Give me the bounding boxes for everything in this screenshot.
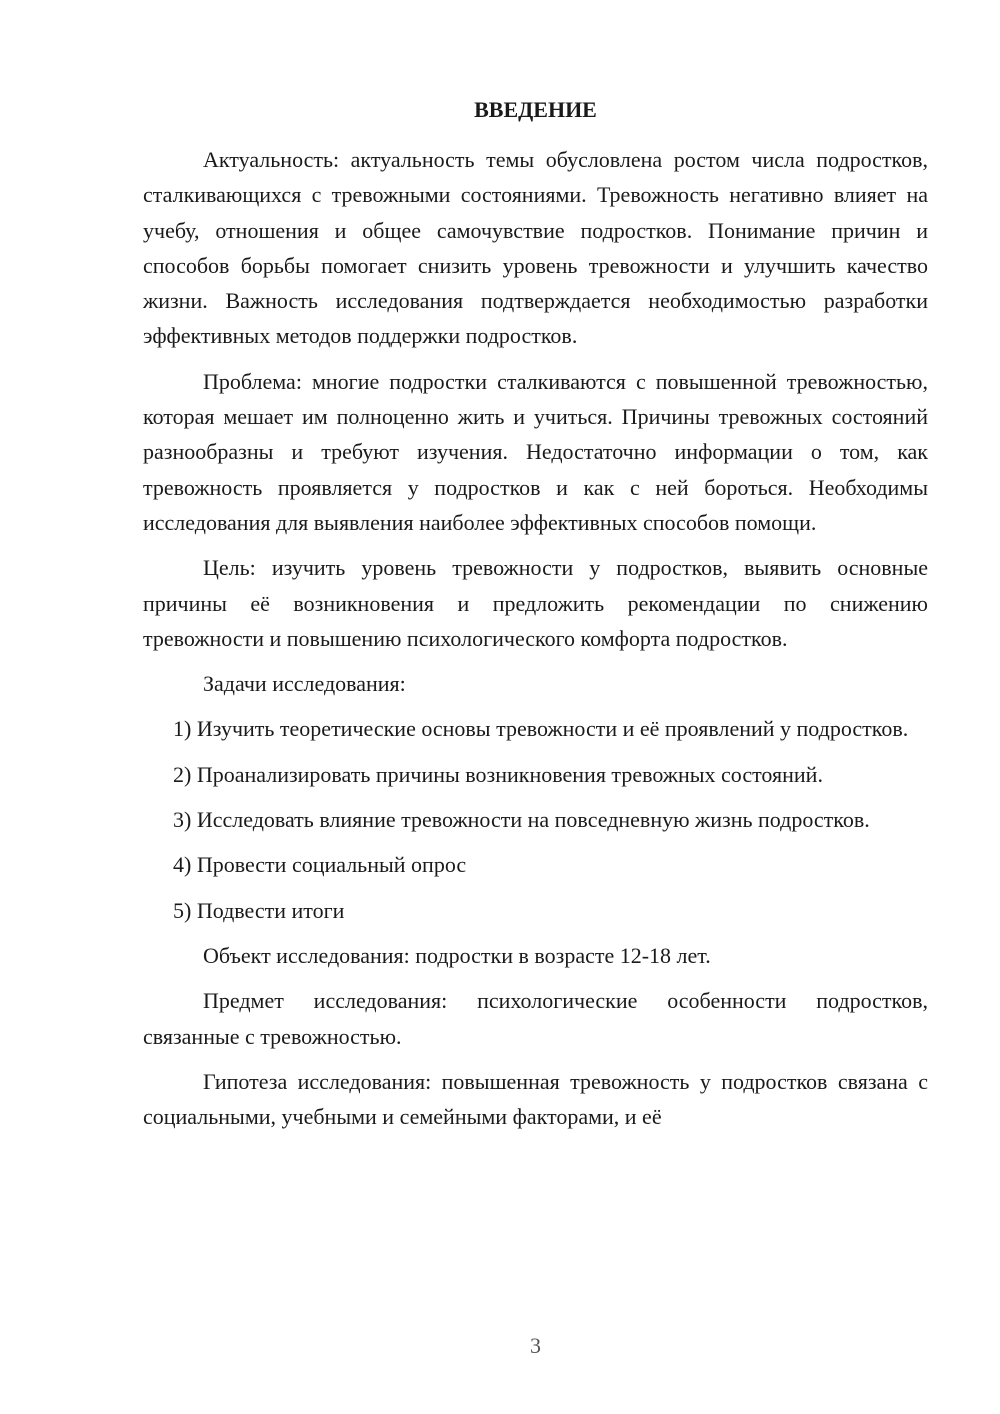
paragraph-subject: Предмет исследования: психологические особенности подростков, связанные с тревожностью. <box>143 988 928 1049</box>
page-number: 3 <box>530 1333 541 1358</box>
tasks-heading: Задачи исследования: <box>203 671 406 697</box>
page-title: ВВЕДЕНИЕ <box>474 97 597 122</box>
paragraph-goal: Цель: изучить уровень тревожности у подростков, выявить основные причины её возникновения и предложить рекомендации по снижению тревожности и повышению психологического комфорта подростков. <box>143 555 928 651</box>
paragraph-problem: Проблема: многие подростки сталкиваются с повышенной тревожностью, которая мешает им полноценно жить и учиться. Причины тревожных состояний разнообразны и требуют изучения. Недостаточно информации о том, как тревожность проявляется у подростков и как с ней бороться. Необходимы исследования для выявления наиболее эффективных способов помощи. <box>143 368 928 535</box>
paragraph-relevance: Актуальность: актуальность темы обусловлена ростом числа подростков, сталкивающихся с тревожными состояниями. Тревожность негативно влияет на учебу, отношения и общее самочувствие подростков. Понимание причин и способов борьбы помогает снизить уровень тревожности и улучшить качество жизни. Важность исследования подтверждается необходимостью разработки эффективных методов поддержки подростков. <box>143 147 928 349</box>
task-item-3: 3) Исследовать влияние тревожности на повседневную жизнь подростков. <box>173 807 870 833</box>
task-item-2: 2) Проанализировать причины возникновения тревожных состояний. <box>173 761 823 787</box>
task-item-1: 1) Изучить теоретические основы тревожности и её проявлений у подростков. <box>173 716 909 742</box>
paragraph-hypothesis: Гипотеза исследования: повышенная тревожность у подростков связана с социальными, учебными и семейными факторами, и её <box>143 1068 928 1130</box>
document-page <box>143 92 928 1144</box>
paragraph-object: Объект исследования: подростки в возрасте 12-18 лет. <box>203 942 711 968</box>
task-item-4: 4) Провести социальный опрос <box>173 852 467 878</box>
task-item-5: 5) Подвести итоги <box>173 897 345 923</box>
